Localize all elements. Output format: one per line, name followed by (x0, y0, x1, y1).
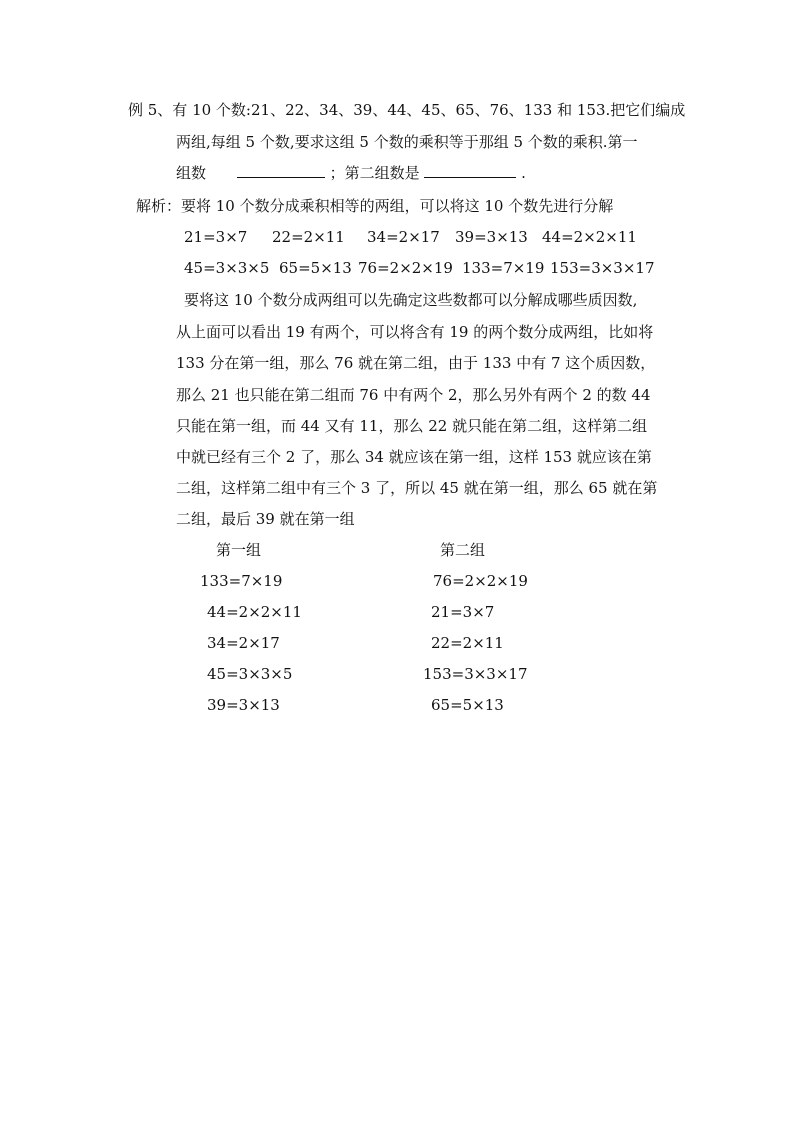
factor-65: 65=5×13 (279, 259, 352, 277)
paragraph-line: 中就已经有三个 2 了，那么 34 就应该在第一组，这样 153 就应该在第 (176, 448, 652, 466)
problem-line-2: 两组,每组 5 个数,要求这组 5 个数的乘积等于那组 5 个数的乘积.第一 (176, 133, 638, 151)
group-2-item: 22=2×11 (431, 634, 504, 652)
factor-153: 153=3×3×17 (550, 259, 655, 277)
factor-39: 39=3×13 (455, 228, 528, 246)
problem-line-1: 例 5、有 10 个数:21、22、34、39、44、45、65、76、133 和 153.把它们编成 (128, 101, 686, 119)
answer-blank-1[interactable] (237, 163, 325, 178)
factor-44: 44=2×2×11 (542, 228, 637, 246)
group-2-item: 21=3×7 (431, 603, 495, 621)
factor-76: 76=2×2×19 (358, 259, 453, 277)
group-2-item: 153=3×3×17 (423, 665, 528, 683)
group-2-item: 76=2×2×19 (433, 572, 528, 590)
paragraph-line: 二组，最后 39 就在第一组 (176, 510, 355, 528)
paragraph-line: 要将这 10 个数分成两组可以先确定这些数都可以分解成哪些质因数, (184, 291, 638, 309)
factor-133: 133=7×19 (462, 259, 545, 277)
factor-22: 22=2×11 (272, 228, 345, 246)
factor-34: 34=2×17 (367, 228, 440, 246)
group-1-item: 44=2×2×11 (207, 603, 302, 621)
paragraph-line: 那么 21 也只能在第二组而 76 中有两个 2，那么另外有两个 2 的数 44 (176, 386, 651, 404)
paragraph-line: 133 分在第一组，那么 76 就在第二组，由于 133 中有 7 这个质因数， (176, 354, 656, 372)
solution-intro: 解析：要将 10 个数分成乘积相等的两组，可以将这 10 个数先进行分解 (136, 197, 614, 215)
group-1-title: 第一组 (216, 541, 262, 559)
problem-line-3-end: . (521, 164, 526, 182)
group-1-item: 39=3×13 (207, 696, 280, 714)
group-1-item: 45=3×3×5 (207, 665, 293, 683)
group-1-item: 34=2×17 (207, 634, 280, 652)
paragraph-line: 二组，这样第二组中有三个 3 了，所以 45 就在第一组，那么 65 就在第 (176, 479, 658, 497)
problem-line-3-start: 组数 (176, 164, 207, 182)
factor-45: 45=3×3×5 (184, 259, 270, 277)
problem-line-3-middle: ；第二组数是 (329, 164, 420, 182)
group-2-item: 65=5×13 (431, 696, 504, 714)
answer-blank-2[interactable] (424, 163, 516, 178)
paragraph-line: 只能在第一组，而 44 又有 11，那么 22 就只能在第二组，这样第二组 (176, 417, 648, 435)
group-1-item: 133=7×19 (200, 572, 283, 590)
paragraph-line: 从上面可以看出 19 有两个，可以将含有 19 的两个数分成两组，比如将 (176, 323, 654, 341)
group-2-title: 第二组 (440, 541, 486, 559)
factor-21: 21=3×7 (184, 228, 248, 246)
problem-line-3 (176, 163, 526, 183)
